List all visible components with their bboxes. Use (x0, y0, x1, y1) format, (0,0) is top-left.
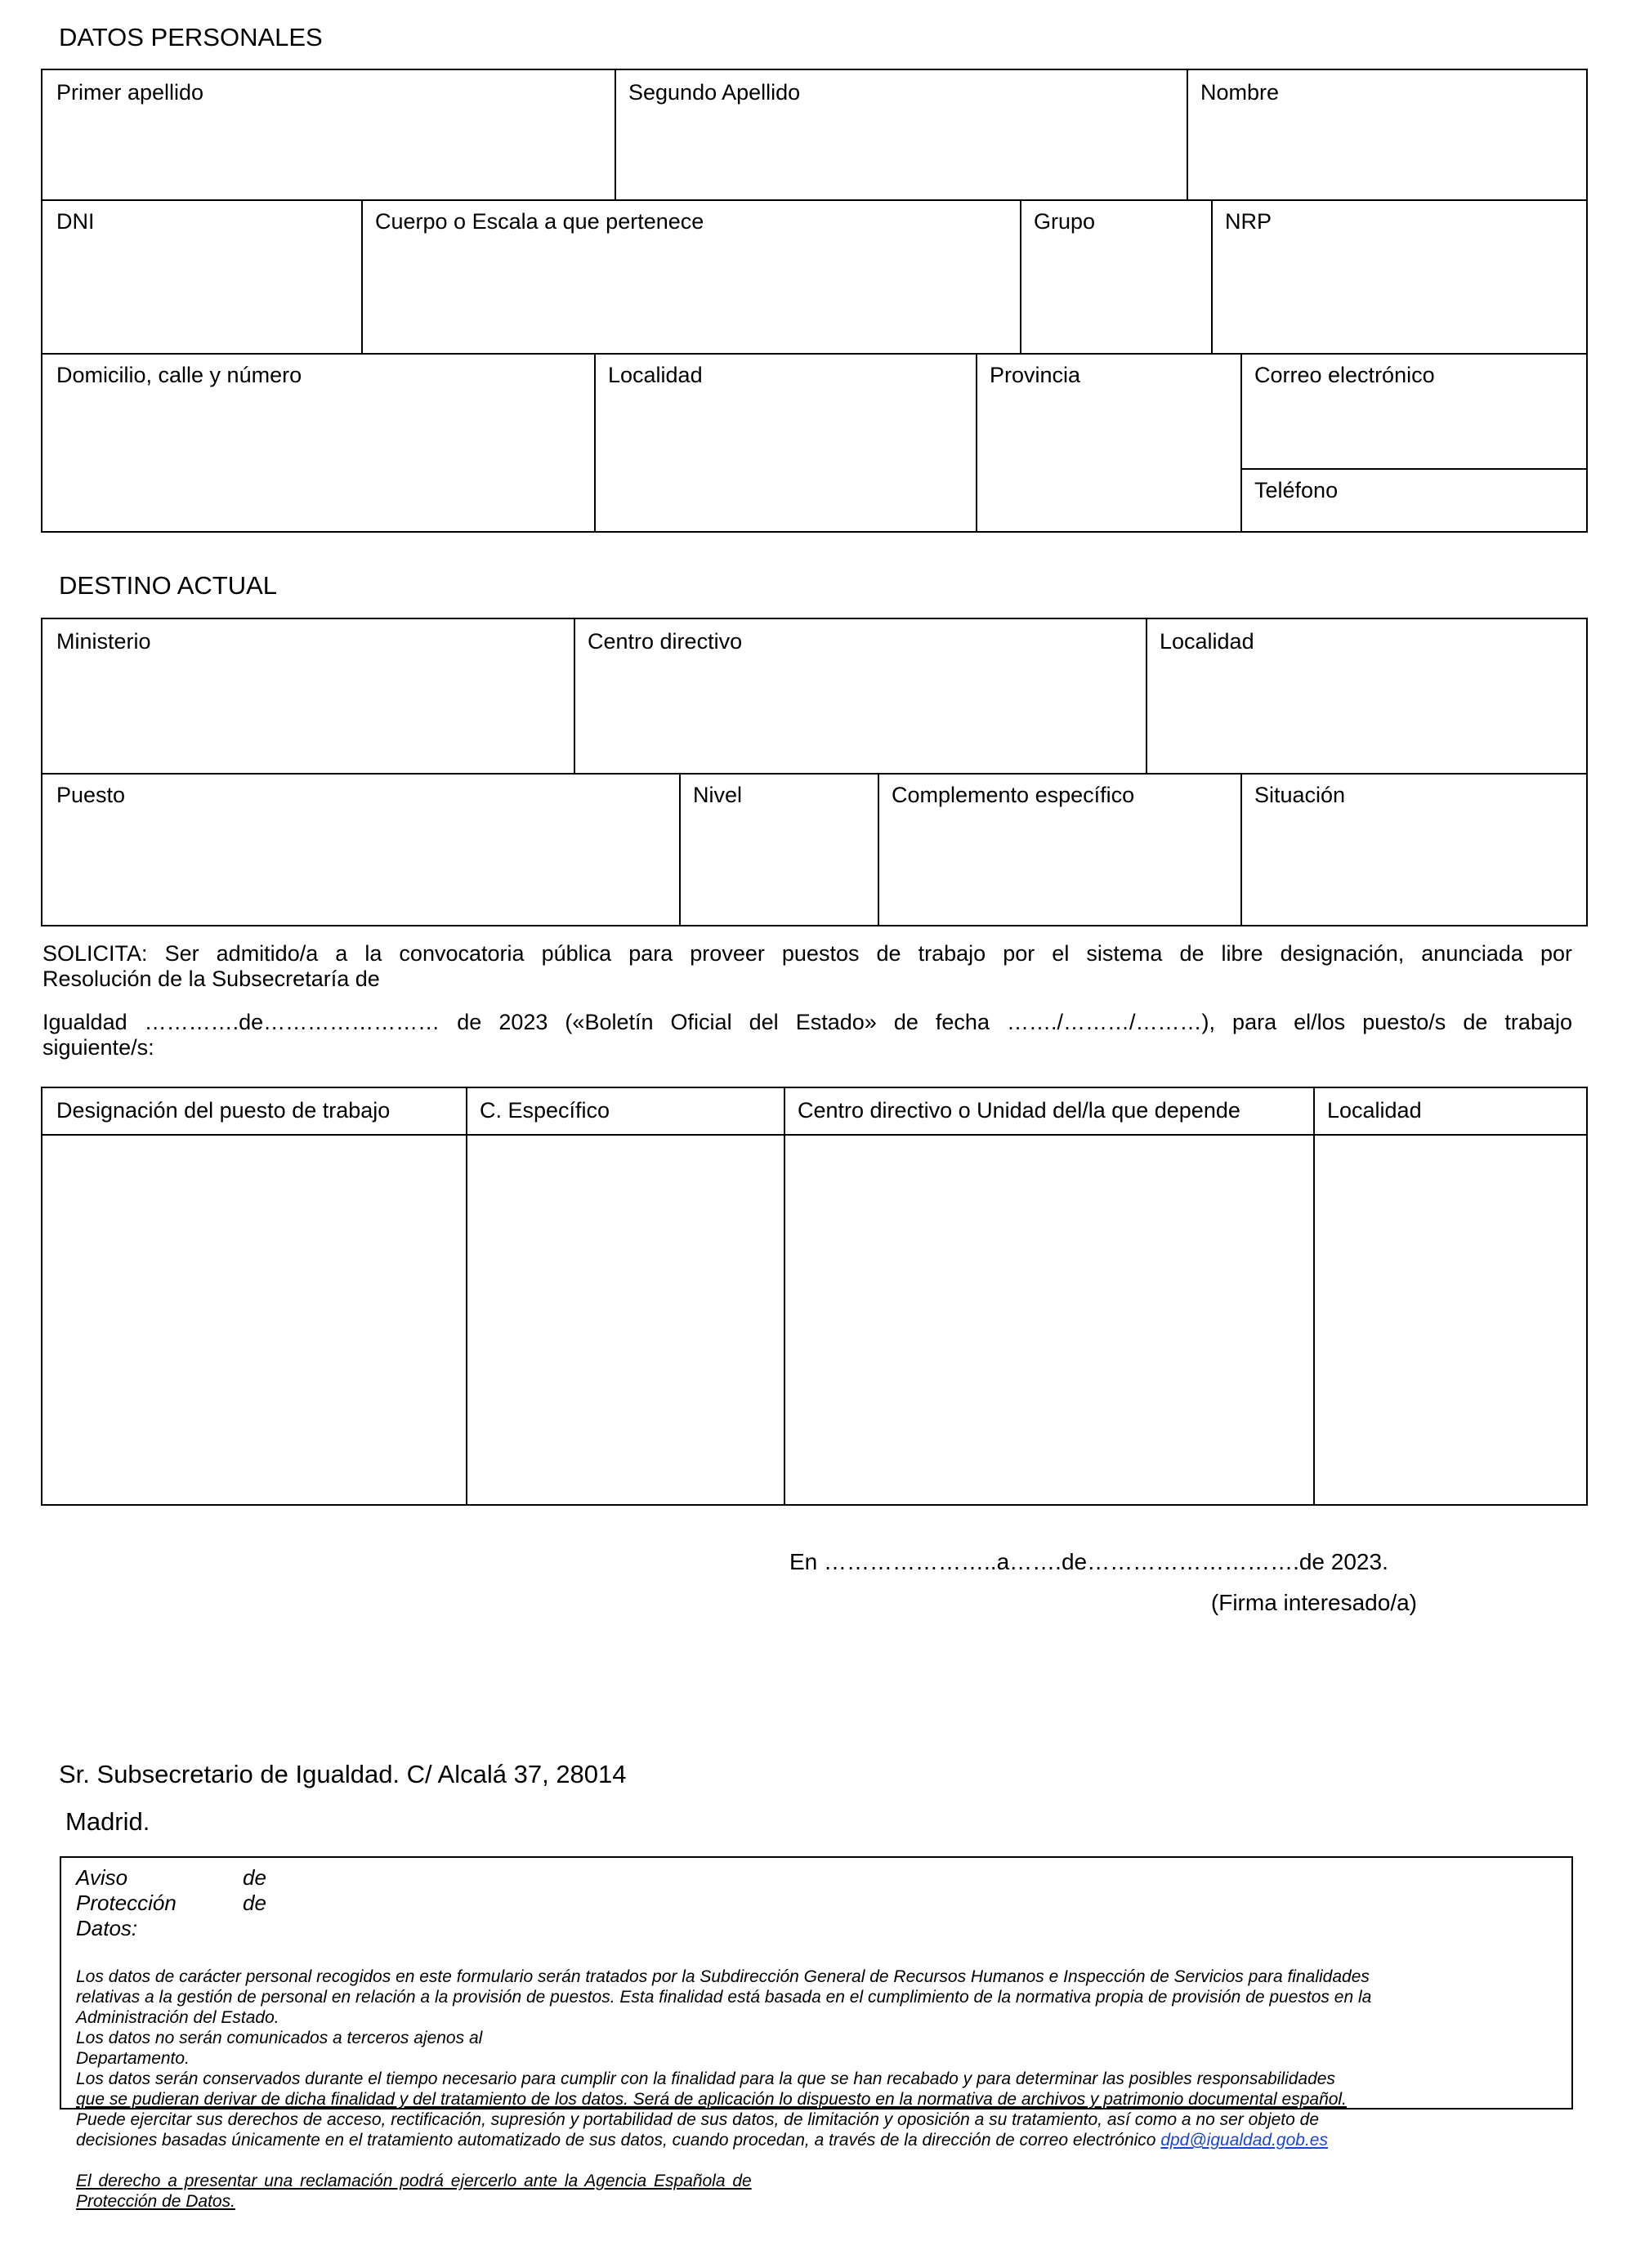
firma-lugar-fecha: En …………………..a…….de……………………….de 2023. (789, 1549, 1388, 1574)
provincia-field[interactable] (976, 395, 1240, 531)
provincia-label: Provincia (990, 363, 1081, 387)
addressee-line-1: Sr. Subsecretario de Igualdad. C/ Alcalá 37, 28014 (59, 1760, 627, 1788)
puesto-label: Puesto (56, 783, 126, 807)
nombre-cell (1187, 70, 1586, 201)
section-title-personal: DATOS PERSONALES (59, 23, 323, 51)
nombre-label: Nombre (1200, 80, 1280, 105)
ministerio-field[interactable] (42, 662, 574, 773)
ministerio-label: Ministerio (56, 629, 151, 654)
situacion-cell (1240, 773, 1586, 925)
dpd-email-link[interactable]: dpd@igualdad.gob.es (1160, 2131, 1328, 2150)
personal-data-table (41, 69, 1588, 533)
solicita-line-2: Resolución de la Subsecretaría de (42, 967, 380, 991)
aviso-line: relativas a la gestión de personal en relación a la provisión de puestos. Esta finalidad está basada en el cumplimiento de la normativa propia de provisión de puestos en la (76, 1988, 1372, 2007)
puestos-table (41, 1087, 1588, 1506)
segundo-apellido-cell (615, 70, 1188, 201)
segundo-apellido-label: Segundo Apellido (628, 80, 801, 105)
cuerpo-field[interactable] (361, 242, 1020, 353)
cuerpo-label: Cuerpo o Escala a que pertenece (375, 209, 704, 234)
header-designacion-label: Designación del puesto de trabajo (56, 1098, 391, 1123)
destino-localidad-field[interactable] (1146, 662, 1586, 773)
reclamacion-line-2: Protección de Datos. (76, 2192, 235, 2211)
firma-label: (Firma interesado/a) (1210, 1590, 1417, 1615)
nrp-field[interactable] (1211, 242, 1586, 353)
aviso-heading-word: Datos: (76, 1916, 138, 1940)
section-title-destino: DESTINO ACTUAL (59, 571, 277, 600)
aviso-line: Administración del Estado. (76, 2008, 279, 2027)
header-localidad-label: Localidad (1327, 1098, 1422, 1123)
destino-localidad-label: Localidad (1160, 629, 1254, 654)
situacion-label: Situación (1254, 783, 1346, 807)
aviso-line-email (76, 2130, 1328, 2150)
designacion-column-field[interactable] (42, 1134, 467, 1504)
solicita-line-1: SOLICITA: Ser admitido/a a la convocatoria pública para proveer puestos de trabajo por el sistema de libre designación, anunciada por (42, 941, 1572, 966)
aviso-heading (76, 1865, 266, 1941)
segundo-apellido-field[interactable] (615, 113, 1187, 199)
aviso-line: Departamento. (76, 2049, 190, 2068)
aviso-line: Los datos serán conservados durante el tiempo necesario para cumplir con la finalidad para la que se han recabado y para determinar las posibles responsabilidades (76, 2069, 1335, 2088)
destino-table (41, 618, 1588, 926)
complemento-field[interactable] (878, 815, 1240, 925)
domicilio-label: Domicilio, calle y número (56, 363, 302, 387)
table-header-designacion (42, 1088, 467, 1136)
nivel-field[interactable] (679, 815, 878, 925)
ministerio-cell (42, 619, 575, 775)
centro-directivo-label: Centro directivo (588, 629, 743, 654)
aviso-heading-word: de (243, 1865, 266, 1890)
situacion-field[interactable] (1240, 815, 1586, 925)
primer-apellido-label: Primer apellido (56, 80, 204, 105)
correo-field[interactable] (1240, 395, 1586, 468)
table-header-localidad (1313, 1088, 1586, 1136)
localidad-cell (594, 353, 977, 531)
aviso-line: Puede ejercitar sus derechos de acceso, rectificación, supresión y portabilidad de sus datos, de limitación y oposición a su tratamiento, así como a no ser objeto de (76, 2110, 1320, 2129)
aviso-line: Los datos no serán comunicados a terceros ajenos al (76, 2029, 483, 2047)
destino-localidad-cell (1146, 619, 1586, 775)
centro-directivo-field[interactable] (574, 662, 1146, 773)
puesto-field[interactable] (42, 815, 679, 925)
centro-directivo-column-field[interactable] (784, 1134, 1315, 1504)
domicilio-field[interactable] (42, 395, 594, 531)
aviso-heading-word: Aviso (76, 1865, 128, 1890)
header-centro-directivo-label: Centro directivo o Unidad del/la que depende (798, 1098, 1240, 1123)
grupo-cell (1020, 199, 1213, 355)
aviso-heading-word: de (243, 1891, 266, 1915)
domicilio-cell (42, 353, 596, 531)
addressee-line-2: Madrid. (65, 1807, 150, 1836)
nivel-label: Nivel (693, 783, 743, 807)
primer-apellido-field[interactable] (42, 113, 615, 199)
dni-field[interactable] (42, 242, 361, 353)
solicita-paragraph-2 (42, 1010, 1572, 1060)
dni-cell (42, 199, 363, 355)
localidad-field[interactable] (594, 395, 976, 531)
grupo-field[interactable] (1020, 242, 1211, 353)
correo-label: Correo electrónico (1254, 363, 1435, 387)
aviso-line: Los datos de carácter personal recogidos en este formulario serán tratados por la Subdirección General de Recursos Humanos e Inspección de Servicios para finalidades (76, 1967, 1370, 1986)
header-c-especifico-label: C. Específico (480, 1098, 610, 1123)
localidad-column-field[interactable] (1313, 1134, 1586, 1504)
aviso-line: que se pudieran derivar de dicha finalidad y del tratamiento de los datos. Será de aplicación lo dispuesto en la normativa de archivos y patrimonio documental español. (76, 2090, 1347, 2109)
dni-label: DNI (56, 209, 95, 234)
c-especifico-column-field[interactable] (466, 1134, 785, 1504)
solicita-line-4: siguiente/s: (42, 1035, 154, 1060)
provincia-cell (976, 353, 1242, 531)
nombre-field[interactable] (1187, 113, 1586, 199)
puesto-cell (42, 773, 681, 925)
table-header-c-especifico (466, 1088, 785, 1136)
telefono-cell (1240, 468, 1586, 531)
centro-directivo-cell (574, 619, 1147, 775)
nivel-cell (679, 773, 879, 925)
telefono-label: Teléfono (1254, 478, 1339, 502)
nrp-label: NRP (1225, 209, 1272, 234)
correo-cell (1240, 353, 1586, 470)
complemento-label: Complemento específico (892, 783, 1135, 807)
solicita-line-3: Igualdad ………….de…………………… de 2023 («Boletín Oficial del Estado» de fecha ……./………/………), para el/los puesto/s de trabajo (42, 1010, 1572, 1034)
cuerpo-cell (361, 199, 1021, 355)
nrp-cell (1211, 199, 1586, 355)
primer-apellido-cell (42, 70, 616, 201)
localidad-label: Localidad (608, 363, 703, 387)
aviso-line: decisiones basadas únicamente en el tratamiento automatizado de sus datos, cuando procedan, a través de la dirección de correo electrónico (76, 2131, 1156, 2150)
solicita-paragraph (42, 941, 1572, 992)
telefono-field[interactable] (1240, 468, 1586, 531)
aviso-heading-word: Protección (76, 1891, 177, 1915)
reclamacion-line-1: El derecho a presentar una reclamación podrá ejercerlo ante la Agencia Española de (76, 2172, 752, 2190)
complemento-cell (878, 773, 1242, 925)
table-header-centro-directivo (784, 1088, 1315, 1136)
grupo-label: Grupo (1034, 209, 1096, 234)
